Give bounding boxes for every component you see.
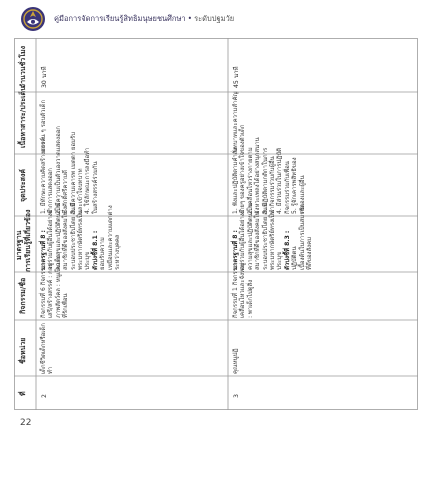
row-2-unit [40,323,55,374]
header-subtitle: ระดับปฐมวัย [194,14,235,23]
row-2-content-line: ผลงาน ๆ รอบตัวเด็ก [40,99,47,152]
row-3-objective-line: 1. ฟังและปฏิบัติตามคำสั่ง [232,147,239,214]
row-3-objective-line: 2. เคลื่อนไหวร่างกายตาม [246,147,254,214]
row-2-activity-line: กิจกรรมที่ 6 กิจกรรม [40,264,47,318]
header-standard-line1: มาตรฐาน [15,230,23,260]
row-2-standard-line: ความสุขและปฏิบัติตนเป็น [54,203,62,270]
row-3-standard-line: พระมหากษัตริย์ทรงเป็น [269,210,277,270]
row-3-content-line: ของตัวเด็ก [239,124,247,152]
header-time: จำนวนชั่วโมง [19,45,27,88]
row-2-standard-line: ระบอบประชาธิปไตย อันมี [69,203,77,270]
row-2-objective-line: 2. มีความเป็นตัวเองวาดแสดงออก [54,126,62,214]
row-3-unit-line: คุณหนูปฏิ [232,348,239,374]
row-2-time: 30 นาที [41,66,48,88]
header-separator: • [187,14,193,23]
row-2-indicator: ตัวบ่งชี้ที่ 8.1 : [91,230,99,270]
row-3-standard-line: ระบอบประชาธิปไตย อันมี [261,203,269,270]
row-3-activity-line: : พาเด็กไปดูสิ่ง [246,279,254,318]
row-2-standard-line: ยอมรับความ [99,237,107,270]
row-2-unit-line: เด็กชีวิตเด็กหรือเด็ก [40,323,47,374]
row-3-content [232,91,247,152]
row-2-unit-line: ทำ [47,366,55,374]
row-2-objective-line: ในสร้างสรรค์ร่วมกัน [91,161,99,214]
row-3-standard-line: อยู่ร่วมกับผู้อื่นได้อย่างมี [239,209,247,270]
header-content: เนื้อหาสาระ/ประเด็น [19,86,27,148]
page-header [20,6,410,32]
header-standard-line2: การเรียนรู้ที่เกี่ยวข้อง [24,209,32,272]
row-2-standard-line: มาตรฐานที่ 8 : [40,230,47,270]
row-2-standard-line: อยู่ร่วมกับผู้อื่นได้อย่างมี [47,209,55,270]
header-no: ที่ [19,391,27,396]
lesson-plan-table [14,38,418,410]
row-2-standard-line: เหมือนและความแตกต่าง [106,205,114,270]
page-number: 22 [20,418,32,428]
row-3-objective-line: 3. ปฏิบัติตามกติกาในการ [261,147,269,214]
row-3-standard-line: เบื้องต้นในการเป็นสมาชิก [298,203,306,270]
row-3-standard-line: ที่ดีของสังคม [306,236,314,270]
row-2-objective [40,126,99,214]
row-2-activity-line: เสรี/สร้างสรรค์ : การ [47,263,55,318]
row-2-objective-line: 1. มีทักษะความคิดสร้างสรรค์ [40,137,47,214]
row-2-activity-line: ที่รักเพื่อน [62,293,70,318]
organization-logo [20,6,46,32]
row-3-objective-line: จังหวะเพลงได้อย่างสนุกสนาน [254,137,262,214]
row-3-activity [232,262,254,318]
row-2-objective-line: 4. ใช้ลักษณะการลงมือทำ [84,147,92,214]
row-3-standard-line: มาตรฐานที่ 8 : [232,230,239,270]
row-3-unit [232,349,239,374]
row-3-standard-line: ประมุข [276,251,284,270]
row-2-standard-line: ประมุข [84,251,92,270]
row-2-no: 2 [41,394,48,398]
row-3-indicator: ตัวบ่งชี้ที่ 8.3 : [283,230,291,270]
row-3-objective-line: กิจกรรมร่วมกับเพื่อน [283,161,291,214]
row-2-objective-line: และเข้าใจบทบาท [77,168,85,214]
row-2-standard-line: ระหว่างบุคคล [114,234,122,270]
header-objective: จุดประสงค์ [19,169,27,202]
row-3-activity-line: เคลื่อนไหวและจังหวะ [239,262,247,318]
row-3-standard-line: สมาชิกที่ดีของสังคมใน [254,211,262,270]
row-2-objective-line: จากการแสดงออก [47,168,55,214]
row-3-objective-line: ทำกิจกรรมร่วมกับผู้อื่น [269,156,277,214]
row-3-standard-line: ปฏิบัติตน [291,246,299,270]
row-3-objective-line: ตนเองและผู้อื่น [298,175,306,214]
row-3-objective-line: 4. มีส่วนร่วมในการปฏิบัติ [276,147,284,214]
row-2-activity-line: ภาพสัตว์คล : หนูเป็นเด็ก [54,254,62,318]
row-3-activity-line: กิจกรรมที่ 1 กิจกรรม [232,264,239,318]
row-3-objective-line: 5. รู้จักเคารพสิทธิของ [291,157,299,214]
row-3-objective-line: ง่ายๆ ของครูอย่างเข้าใจ [239,151,247,214]
header-activity: กิจกรรม/ชื่อ [19,277,27,314]
header-title-text: คู่มือการจัดการเรียนรู้สิทธิมนุษยชนศึกษา [54,14,186,23]
row-3-no: 3 [233,394,240,398]
row-2-objective-line: 3. มีความเคารพ เมตตา ยอมรับ [69,132,77,214]
row-3-time: 45 นาที [233,66,240,88]
row-2-content [40,100,47,152]
row-2-objective-line: ซึ่งศักดิ์ศรีความดี [62,170,70,214]
row-2-standard-line: พระมหากษัตริย์ทรงเป็น [77,210,85,270]
row-3-standard-line: ความสุขและปฏิบัติตนเป็น [246,203,254,270]
row-3-content-line: บทบาทและความสำคัญ [232,91,239,152]
row-2-standard-line: สมาชิกที่ดีของสังคมใน [62,211,70,270]
header-unit: ชื่อหน่วย [19,337,27,364]
document-title [54,13,234,25]
